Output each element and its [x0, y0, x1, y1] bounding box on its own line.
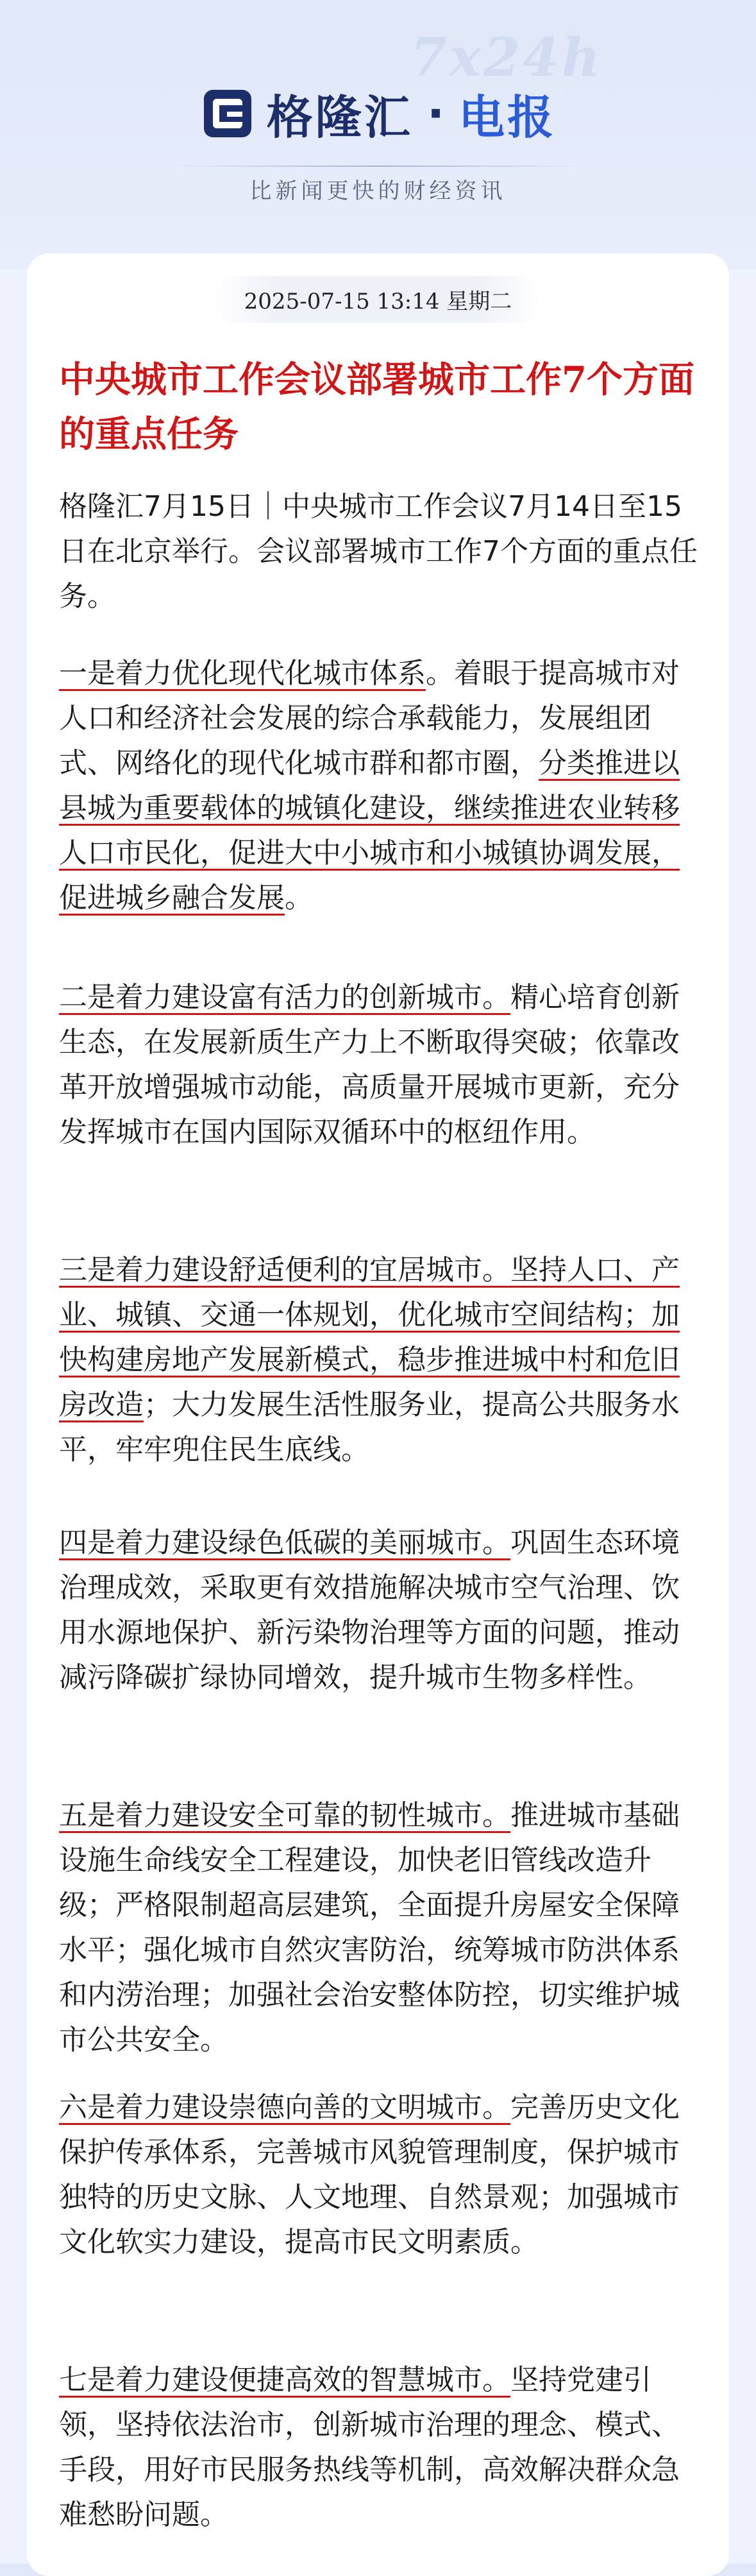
p3-underlined-heading: 三是着力建设舒适便利的宜居城市。坚持人口、产业、城镇、交通一体规划，优化城市空间结构；加快构建房地产发展新模式，稳步推进城中村和危旧房改造 — [59, 1254, 680, 1421]
p1-text: 。着眼于提高城市对人口和经济社会发展的综合承载能力，发展组团式、网络化的现代化城市群和都市圈， — [59, 657, 680, 780]
date-pill — [27, 276, 729, 323]
article-datetime: 2025-07-15 13:14 星期二 — [214, 276, 543, 323]
gelonghui-logo-icon — [200, 86, 255, 141]
p7-text: 坚持党建引领，坚持依法治市，创新城市治理的理念、模式、手段，用好市民服务热线等机制，高效解决群众急难愁盼问题。 — [59, 2364, 680, 2531]
intro-paragraph: 格隆汇7月15日｜中央城市工作会议7月14日至15日在北京举行。会议部署城市工作7个方面的重点任务。 — [59, 490, 698, 613]
brand-dot: · — [426, 87, 445, 141]
p5-text: 推进城市基础设施生命线安全工程建设，加快老旧管线改造升级；严格限制超高层建筑，全面提升房屋安全保障水平；强化城市自然灾害防治，统筹城市防洪体系和内涝治理；加强社会治安整体防控，切实维护城市公共安全。 — [59, 1799, 680, 2056]
watermark-7x24h: 7x24h — [410, 27, 603, 89]
paragraph-4 — [59, 1521, 700, 1700]
article-card — [27, 253, 729, 2576]
p2-text: 精心培育创新生态，在发展新质生产力上不断取得突破；依靠改革开放增强城市动能，高质量开展城市更新，充分发挥城市在国内国际双循环中的枢纽作用。 — [59, 981, 680, 1148]
p1-underlined-heading: 一是着力优化现代化城市体系 — [59, 657, 426, 690]
p1-underlined-text: 分类推进以县城为重要载体的城镇化建设，继续推进农业转移人口市民化，促进大中小城市和小城镇协调发展，促进城乡融合发展 — [59, 747, 680, 914]
p4-underlined-heading: 四是着力建设绿色低碳的美丽城市。 — [59, 1526, 510, 1559]
paragraph-1 — [59, 651, 700, 921]
p3-text: ；大力发展生活性服务业，提高公共服务水平，牢牢兜住民生底线。 — [59, 1388, 680, 1466]
p6-text: 完善历史文化保护传承体系，完善城市风貌管理制度，保护城市独特的历史文脉、人文地理、自然景观；加强城市文化软实力建设，提高市民文明素质。 — [59, 2091, 680, 2258]
paragraph-2 — [59, 975, 700, 1155]
p4-text: 巩固生态环境治理成效，采取更有效措施解决城市空气治理、饮用水源地保护、新污染物治理等方面的问题，推动减污降碳扩绿协同增效，提升城市生物多样性。 — [59, 1526, 680, 1694]
p7-underlined-heading: 七是着力建设便捷高效的智慧城市。 — [59, 2364, 510, 2396]
slogan: 比新闻更快的财经资讯 — [249, 178, 507, 204]
brand-name: 格隆汇 — [266, 90, 413, 144]
p6-underlined-heading: 六是着力建设崇德向善的文明城市。 — [59, 2091, 510, 2124]
p1-end: 。 — [285, 882, 313, 914]
paragraph-7 — [59, 2358, 700, 2538]
brand-subtitle: 电报 — [458, 90, 557, 144]
paragraph-6 — [59, 2085, 700, 2265]
paragraph-5 — [59, 1793, 700, 2063]
article-title: 中央城市工作会议部署城市工作7个方面的重点任务 — [59, 359, 694, 456]
header-divider — [170, 166, 587, 167]
brand-header — [0, 72, 756, 155]
article-intro — [59, 484, 700, 619]
p2-underlined-heading: 二是着力建设富有活力的创新城市。 — [59, 981, 510, 1014]
p5-underlined-heading: 五是着力建设安全可靠的韧性城市。 — [59, 1799, 510, 1832]
paragraph-3 — [59, 1248, 700, 1472]
